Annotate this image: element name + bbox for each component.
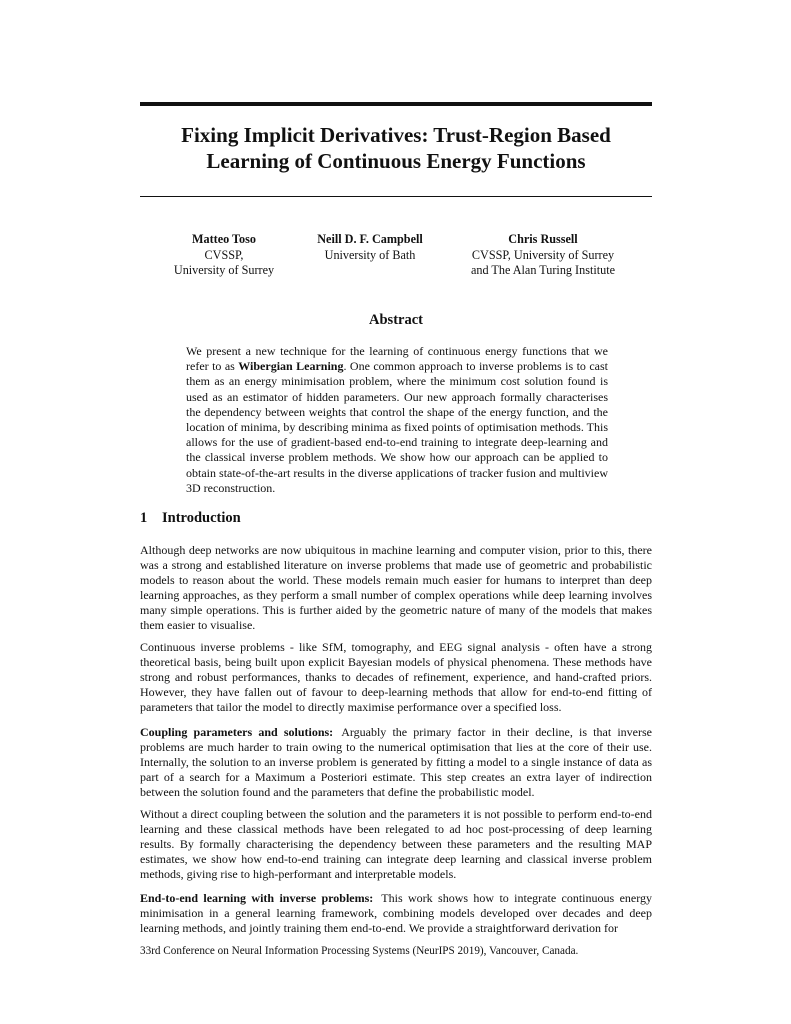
paragraph [140, 543, 652, 634]
title-bottom-rule [140, 196, 652, 197]
paragraph [140, 891, 652, 936]
abstract-text-start: We present a new technique for the learning of continuous energy functions that we refer to as [186, 344, 608, 374]
author-affiliation: University of Bath [324, 247, 416, 262]
paragraph [140, 640, 652, 715]
author-3 [458, 232, 628, 279]
section-heading [140, 510, 652, 527]
abstract-text-end: . One common approach to inverse problems is to cast them as an energy minimisation problem, where the minimum cost solution found is used as an estimator of hidden parameters. Our new approach formally characterises the dependency between weights that control the shape of the energy function, and the location of minima, by describing minima as fixed points of optimisation methods. This allows for the use of gradient-based end-to-end training to integrate deep-learning and the classical inverse problem methods. We show how our approach can be applied to obtain state-of-the-art results in the diverse applications of tracker fusion and multiview 3D reconstruction. [186, 359, 608, 495]
author-name: Neill D. F. Campbell [317, 232, 423, 246]
author-name: Matteo Toso [192, 232, 256, 246]
paper-title [140, 122, 652, 174]
paragraph-text: Although deep networks are now ubiquitous in machine learning and computer vision, prior to this, there was a strong and established literature on inverse problems that made use of geometric and probabilistic models to reason about the world. These models remain much easier for humans to interpret than deep learning approaches, as they perform a small number of complex operations while deep learning involves many simple operations. This is further aided by the geometric nature of many of the models that makes them easier to visualise. [140, 543, 652, 633]
title-line-1: Fixing Implicit Derivatives: Trust-Region Based [181, 123, 611, 147]
section-number: 1 [140, 510, 148, 526]
author-2 [310, 232, 430, 263]
author-affiliation: CVSSP, [204, 247, 244, 262]
author-name: Chris Russell [508, 232, 578, 246]
abstract-heading: Abstract [369, 312, 423, 328]
paragraph-text: This work shows how to integrate continuous energy minimisation in a general learning framework, combining models developed over decades and deep learning methods, and jointly training them end-to-end. We provide a straightforward derivation for [140, 890, 652, 936]
body-text [140, 543, 652, 943]
paragraph-text: Without a direct coupling between the solution and the parameters it is not possible to perform end-to-end learning and these classical methods have been relegated to ad hoc post-processing of deep learning results. By formally characterising the dependency between these parameters and the resulting MAP estimates, we show how end-to-end training can integrate deep learning and classical inverse problem methods, giving rise to high-performant and interpretable models. [140, 806, 652, 881]
paragraph-title: Coupling parameters and solutions: [140, 724, 334, 739]
paragraph-text: Continuous inverse problems - like SfM, tomography, and EEG signal analysis - often have a strong theoretical basis, being built upon explicit Bayesian models of physical phenomena. These methods have strong and robust performances, thanks to decades of refinement, experience, and hand-crafted priors. However, they have fallen out of favour to deep-learning methods that allow for end-to-end fitting of parameters that tailor the model to directly maximise performance over a specified loss. [140, 640, 652, 715]
author-affiliation: University of Surrey [173, 263, 275, 277]
paragraph-text: Arguably the primary factor in their decline, is that inverse problems are much harder to train owing to the numerical optimisation that lies at the core of their use. Internally, the solution to an inverse problem is generated by fitting a model to a single instance of data as part of a search for a Maximum a Posteriori estimate. This step creates an extra layer of indirection between the solution found and the parameters that define the probabilistic model. [140, 724, 652, 799]
author-1 [164, 232, 284, 279]
author-affiliation: CVSSP, University of Surrey [471, 247, 615, 262]
paragraph-title: End-to-end learning with inverse problems: [140, 890, 374, 905]
section-title: Introduction [162, 510, 241, 526]
title-line-2: Learning of Continuous Energy Functions [206, 149, 586, 173]
author-block [140, 232, 652, 282]
paragraph [140, 725, 652, 800]
abstract-bold-term: Wibergian Learning [238, 359, 344, 374]
conference-footnote: 33rd Conference on Neural Information Processing Systems (NeurIPS 2019), Vancouver, Canada. [140, 945, 579, 957]
author-affiliation: and The Alan Turing Institute [471, 263, 615, 277]
abstract-text [186, 344, 608, 496]
paragraph [140, 807, 652, 882]
top-rule [140, 102, 652, 106]
